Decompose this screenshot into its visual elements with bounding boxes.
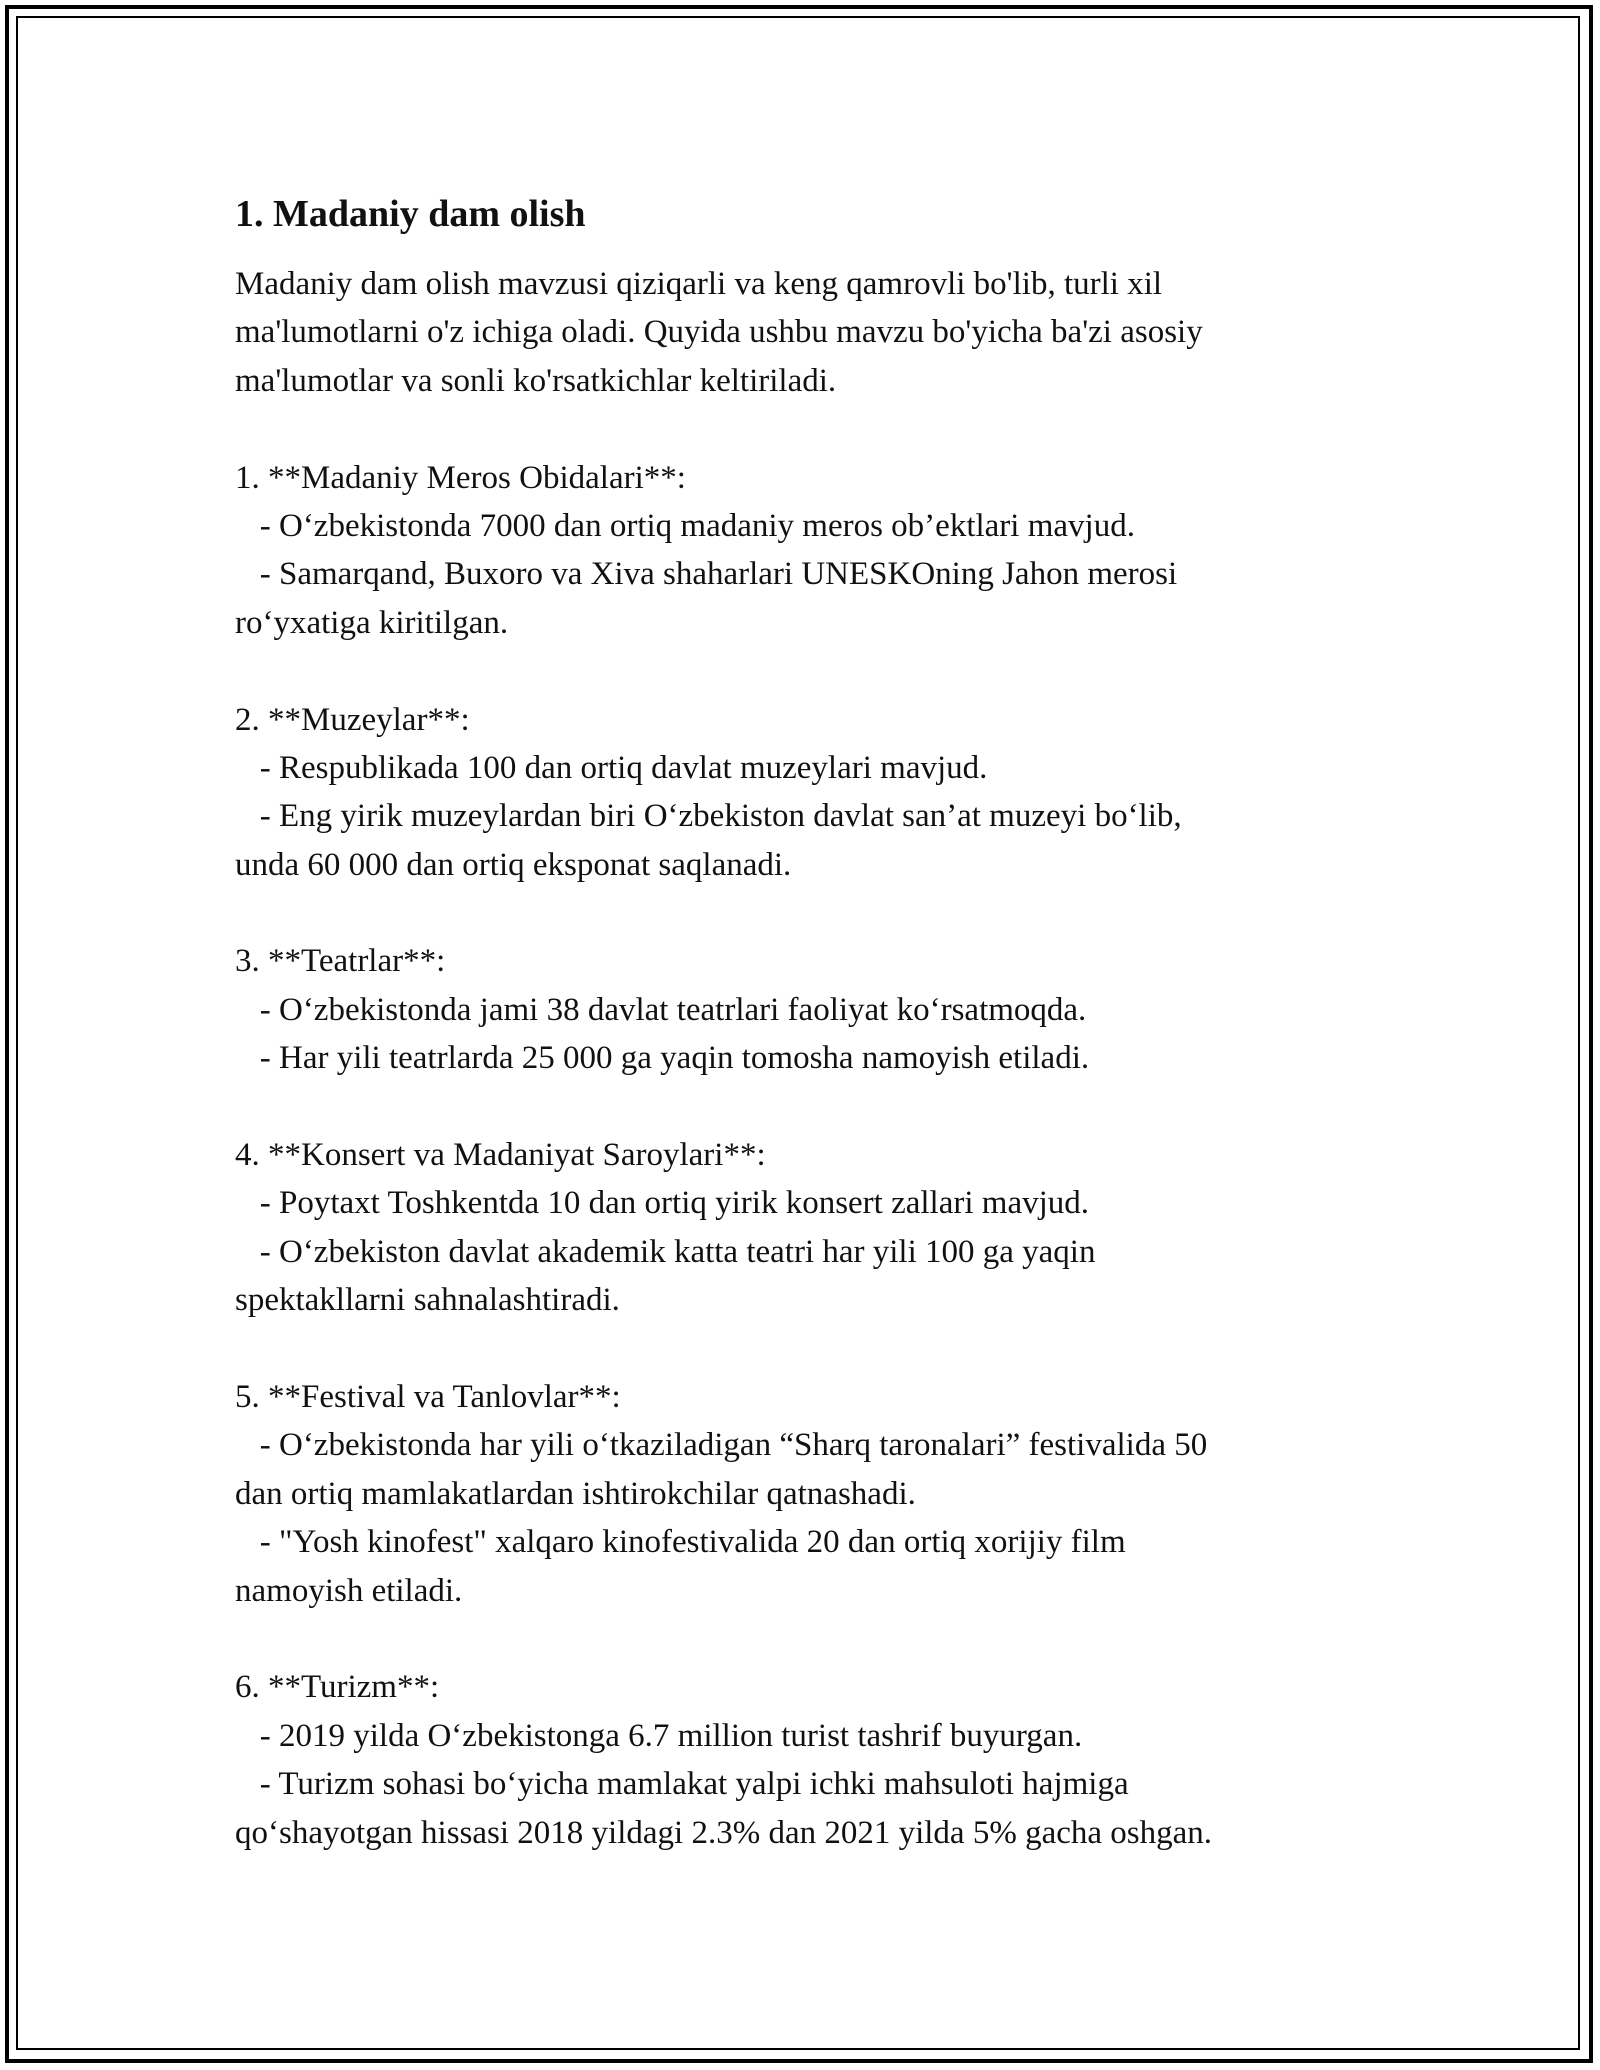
text-line: - Har yili teatrlarda 25 000 ga yaqin tomosha namoyish etiladi. <box>235 1040 1090 1077</box>
document-body <box>235 186 1395 1857</box>
text-line: unda 60 000 dan ortiq eksponat saqlanadi. <box>235 846 792 883</box>
text-line: ma'lumotlarni o'z ichiga oladi. Quyida ushbu mavzu bo'yicha ba'zi asosiy <box>235 314 1203 351</box>
text-line: - Turizm sohasi bo‘yicha mamlakat yalpi ichki mahsuloti hajmiga <box>235 1766 1129 1803</box>
blank-line <box>235 1615 1395 1663</box>
blank-line <box>235 1083 1395 1131</box>
text-line: - O‘zbekiston davlat akademik katta teatri har yili 100 ga yaqin <box>235 1233 1096 1270</box>
text-line: 5. **Festival va Tanlovlar**: <box>235 1378 621 1415</box>
text-line: - Samarqand, Buxoro va Xiva shaharlari UNESKOning Jahon merosi <box>235 556 1178 593</box>
text-line: - "Yosh kinofest" xalqaro kinofestivalida 20 dan ortiq xorijiy film <box>235 1524 1126 1561</box>
text-line: - Poytaxt Toshkentda 10 dan ortiq yirik konsert zallari mavjud. <box>235 1185 1090 1222</box>
text-lines <box>235 260 1395 1857</box>
text-line: 4. **Konsert va Madaniyat Saroylari**: <box>235 1137 766 1174</box>
blank-line <box>235 889 1395 937</box>
text-line: 3. **Teatrlar**: <box>235 943 446 980</box>
blank-line <box>235 647 1395 695</box>
text-line: - Eng yirik muzeylardan biri O‘zbekiston davlat san’at muzeyi bo‘lib, <box>235 798 1182 835</box>
text-line: dan ortiq mamlakatlardan ishtirokchilar qatnashadi. <box>235 1475 916 1512</box>
text-line: - O‘zbekistonda jami 38 davlat teatrlari faoliyat ko‘rsatmoqda. <box>235 991 1087 1028</box>
text-line: ro‘yxatiga kiritilgan. <box>235 604 509 641</box>
blank-line <box>235 405 1395 453</box>
text-line: - O‘zbekistonda har yili o‘tkaziladigan “Sharq taronalari” festivalida 50 <box>235 1427 1208 1464</box>
section-heading: 1. Madaniy dam olish <box>235 193 586 235</box>
text-line: - Respublikada 100 dan ortiq davlat muzeylari mavjud. <box>235 749 988 786</box>
text-line: namoyish etiladi. <box>235 1572 463 1609</box>
text-line: 6. **Turizm**: <box>235 1669 440 1706</box>
text-line: spektakllarni sahnalashtiradi. <box>235 1282 620 1319</box>
text-line: Madaniy dam olish mavzusi qiziqarli va keng qamrovli bo'lib, turli xil <box>235 266 1163 302</box>
text-line: - 2019 yilda O‘zbekistonga 6.7 million turist tashrif buyurgan. <box>235 1717 1083 1754</box>
blank-line <box>235 1325 1395 1373</box>
text-line: 1. **Madaniy Meros Obidalari**: <box>235 459 686 496</box>
text-line: - O‘zbekistonda 7000 dan ortiq madaniy meros ob’ektlari mavjud. <box>235 507 1135 544</box>
text-line: 2. **Muzeylar**: <box>235 701 470 738</box>
text-line: ma'lumotlar va sonli ko'rsatkichlar keltiriladi. <box>235 362 837 399</box>
text-line: qo‘shayotgan hissasi 2018 yildagi 2.3% dan 2021 yilda 5% gacha oshgan. <box>235 1814 1212 1851</box>
